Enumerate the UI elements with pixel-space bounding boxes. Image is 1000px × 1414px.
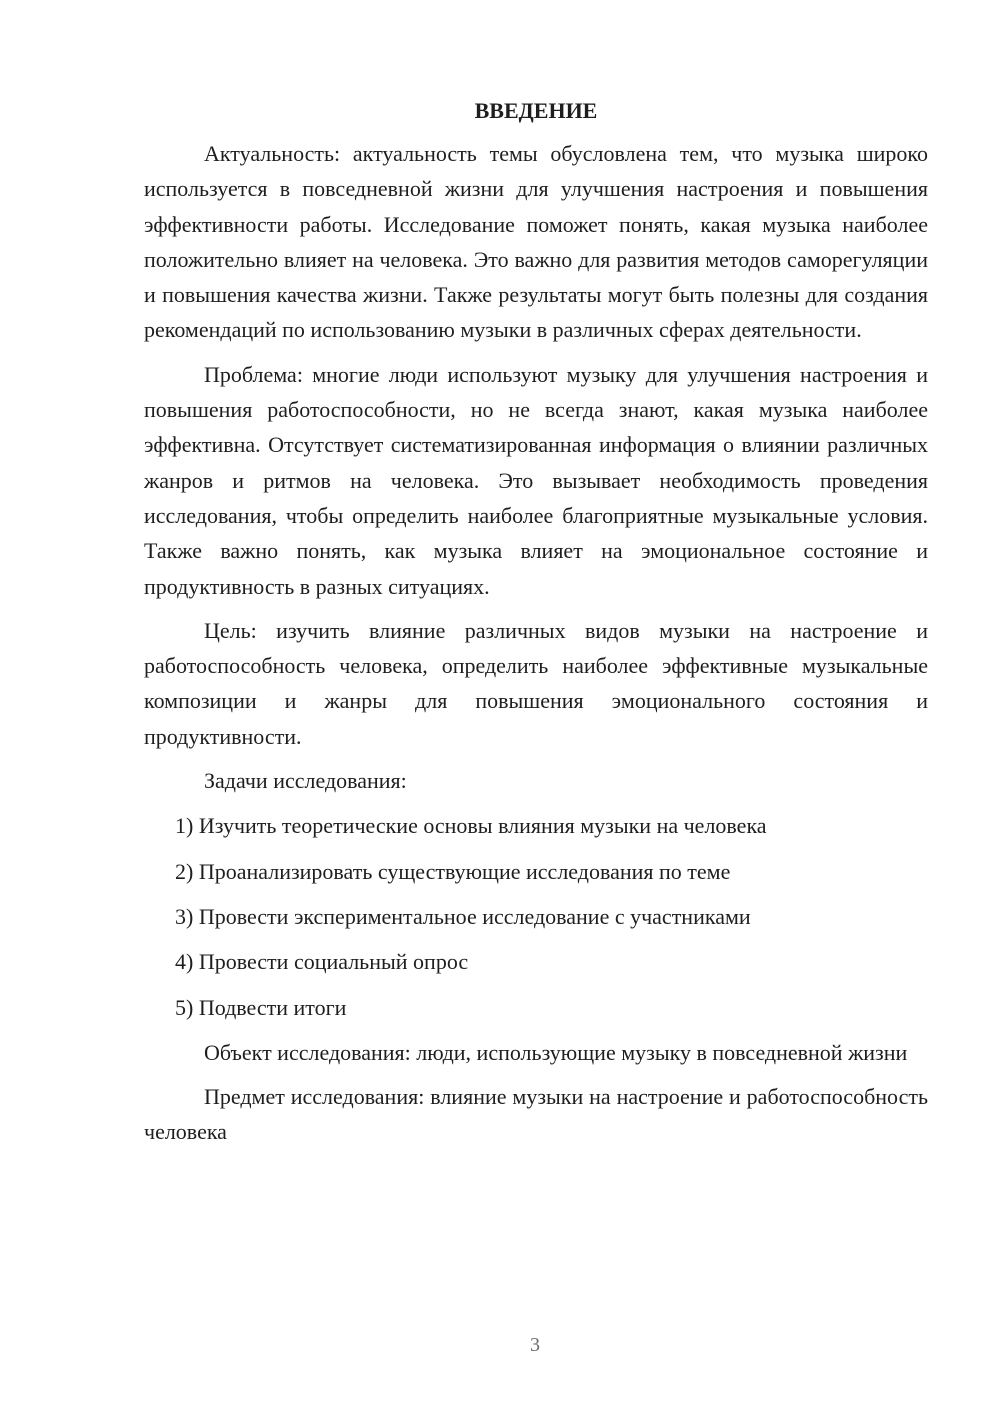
task-list <box>144 808 928 1024</box>
task-item-1: 1) Изучить теоретические основы влияния музыки на человека <box>175 813 767 839</box>
relevance-paragraph: Актуальность: актуальность темы обусловлена тем, что музыка широко используется в повседневной жизни для улучшения настроения и повышения эффективности работы. Исследование поможет понять, какая музыка наиболее положительно влияет на человека. Это важно для развития методов саморегуляции и повышения качества жизни. Также результаты могут быть полезны для создания рекомендаций по использованию музыки в различных сферах деятельности. <box>144 141 928 343</box>
problem-paragraph: Проблема: многие люди используют музыку для улучшения настроения и повышения работоспособности, но не всегда знают, какая музыка наиболее эффективна. Отсутствует систематизированная информация о влиянии различных жанров и ритмов на человека. Это вызывает необходимость проведения исследования, чтобы определить наиболее благоприятные музыкальные условия. Также важно понять, как музыка влияет на эмоциональное состояние и продуктивность в разных ситуациях. <box>144 361 928 599</box>
task-item-5: 5) Подвести итоги <box>175 994 347 1020</box>
task-item-3: 3) Провести экспериментальное исследование с участниками <box>175 903 751 929</box>
task-item-2: 2) Проанализировать существующие исследования по теме <box>175 858 731 884</box>
page-number: 3 <box>530 1334 540 1356</box>
subject-paragraph: Предмет исследования: влияние музыки на настроение и работоспособность человека <box>144 1084 928 1145</box>
tasks-heading: Задачи исследования: <box>204 768 407 794</box>
page-content <box>144 96 928 1150</box>
goal-paragraph: Цель: изучить влияние различных видов музыки на настроение и работоспособность человека, определить наиболее эффективные музыкальные композиции и жанры для повышения эмоционального состояния и продуктивности. <box>144 617 928 749</box>
section-title: ВВЕДЕНИЕ <box>474 98 598 123</box>
object-paragraph: Объект исследования: люди, использующие музыку в повседневной жизни <box>204 1039 908 1065</box>
task-item-4: 4) Провести социальный опрос <box>175 949 469 975</box>
